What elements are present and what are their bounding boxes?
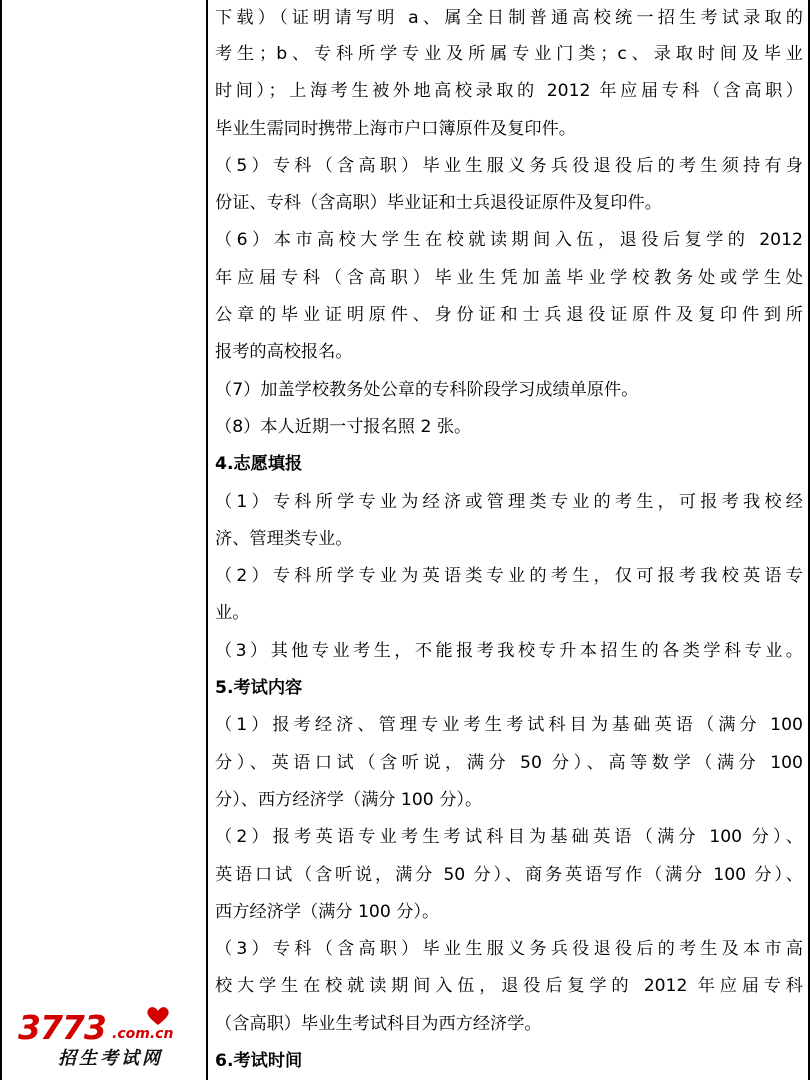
text-line: 公章的毕业证明原件、身份证和士兵退役证原件及复印件到所: [215, 305, 803, 326]
logo-number: 3773: [18, 1008, 106, 1047]
text-line: （2）专科所学专业为英语类专业的考生，仅可报考我校英语专: [215, 566, 803, 587]
text-line: 校大学生在校就读期间入伍，退役后复学的 2012 年应届专科: [215, 976, 803, 997]
text-line: （6）本市高校大学生在校就读期间入伍，退役后复学的 2012: [215, 230, 803, 251]
text-line: 毕业生需同时携带上海市户口簿原件及复印件。: [215, 118, 576, 139]
text-line: （1）专科所学专业为经济或管理类专业的考生，可报考我校经: [215, 491, 803, 512]
text-line: 分）、西方经济学（满分 100 分）。: [215, 789, 483, 810]
text-line: （1）报考经济、管理专业考生考试科目为基础英语（满分 100: [215, 715, 803, 736]
column-divider: [206, 0, 208, 1080]
logo-tagline: 招生考试网: [58, 1048, 163, 1069]
heart-icon: [145, 1005, 171, 1027]
section-heading: 5.考试内容: [215, 678, 303, 699]
text-line: 下载）（证明请写明 a、属全日制普通高校统一招生考试录取的: [215, 8, 803, 28]
text-line: 份证、专科（含高职）毕业证和士兵退役证原件及复印件。: [215, 193, 662, 214]
text-line: （3）专科（含高职）毕业生服义务兵役退役后的考生及本市高: [215, 939, 803, 960]
text-line: 西方经济学（满分 100 分）。: [215, 901, 440, 922]
text-line: 英语口试（含听说，满分 50 分）、商务英语写作（满分 100 分）、: [215, 864, 803, 885]
text-line: 考生；b、专科所学专业及所属专业门类；c、录取时间及毕业: [215, 44, 803, 64]
document-text: [215, 0, 803, 1080]
section-heading: 4.志愿填报: [215, 454, 303, 475]
text-line: 报考的高校报名。: [215, 342, 353, 363]
text-line: （7）加盖学校教务处公章的专科阶段学习成绩单原件。: [215, 379, 639, 400]
text-line: （含高职）毕业生考试科目为西方经济学。: [215, 1013, 542, 1034]
text-line: 时间）；上海考生被外地高校录取的 2012 年应届专科（含高职）: [215, 81, 803, 102]
text-line: （5）专科（含高职）毕业生服义务兵役退役后的考生须持有身: [215, 155, 803, 176]
text-line: 业。: [215, 603, 250, 624]
text-line: （3）其他专业考生，不能报考我校专升本招生的各类学科专业。: [215, 640, 803, 661]
text-line: 年应届专科（含高职）毕业生凭加盖毕业学校教务处或学生处: [215, 267, 803, 288]
text-line: （2）报考英语专业考生考试科目为基础英语（满分 100 分）、: [215, 827, 803, 848]
logo-domain: .com.cn: [112, 1026, 174, 1042]
site-logo[interactable]: [14, 1002, 194, 1074]
section-heading: 6.考试时间: [215, 1051, 303, 1072]
text-line: 分）、英语口试（含听说，满分 50 分）、高等数学（满分 100: [215, 752, 803, 773]
text-line: 济、管理类专业。: [215, 528, 353, 549]
text-line: （8）本人近期一寸报名照 2 张。: [215, 416, 472, 437]
